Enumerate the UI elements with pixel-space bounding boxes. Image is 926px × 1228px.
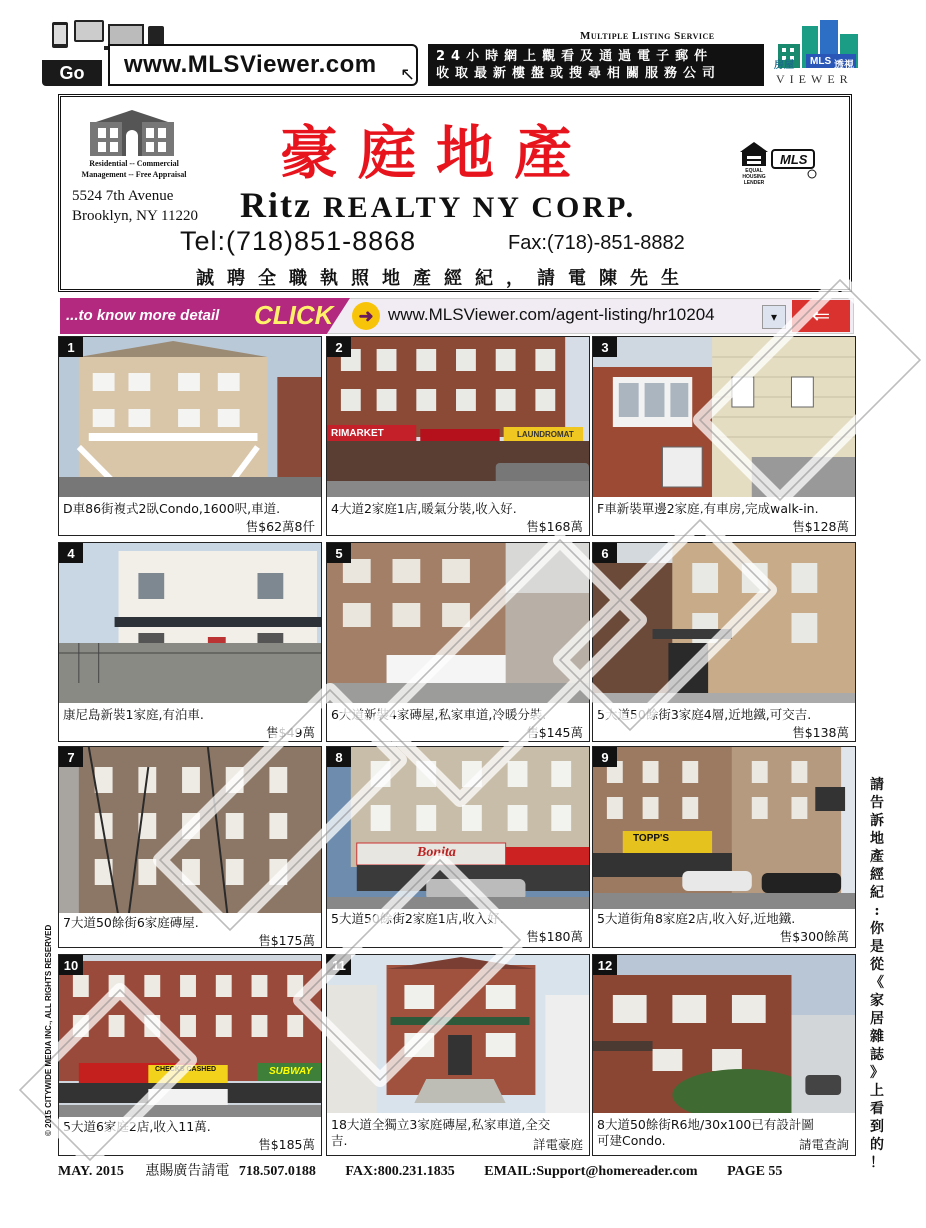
listing-card[interactable] <box>58 542 322 742</box>
copyright-notice <box>40 924 56 1140</box>
issue-date: MAY. 2015 <box>58 1164 124 1179</box>
side-char: ！ <box>870 1155 884 1171</box>
side-char: 經 <box>870 867 884 883</box>
listing-photo-4 <box>59 543 321 703</box>
sign-checks-cashed: CHECKS CASHED <box>155 1066 217 1073</box>
side-char: 地 <box>870 831 884 847</box>
sign-subway: SUBWAY <box>269 1066 313 1077</box>
listing-number: 6 <box>593 543 617 563</box>
listing-number: 7 <box>59 747 83 767</box>
listing-description: 4大道2家庭1店,暖氣分裝,收入好. <box>331 501 517 516</box>
arrow-right-icon[interactable]: ➜ <box>352 302 380 330</box>
back-arrow-icon[interactable]: ⇐ <box>792 300 850 332</box>
listing-number: 8 <box>327 747 351 767</box>
side-char: 請 <box>870 777 884 793</box>
listing-card[interactable] <box>326 336 590 536</box>
side-char: 訴 <box>870 813 884 829</box>
listing-description: 7大道50餘街6家庭磚屋. <box>63 915 199 930</box>
side-note <box>862 776 892 1172</box>
click-label[interactable]: CLICK <box>254 300 334 330</box>
listing-description: 8大道50餘街R6地/30x100已有設計圖 <box>597 1117 814 1132</box>
listing-description: 6大道新裝4家磚屋,私家車道,冷暖分裝. <box>331 707 547 722</box>
side-char: 你 <box>870 921 884 937</box>
listing-description: 5大道50餘街3家庭4層,近地鐵,可交吉. <box>597 707 812 722</box>
cursor-icon: ↖ <box>400 64 416 85</box>
listing-description-cont: 吉. <box>331 1133 348 1148</box>
listing-price: 售$175萬 <box>258 933 315 948</box>
listing-description: 18大道全獨立3家庭磚屋,私家車道,全交 <box>331 1117 551 1132</box>
address-line-1: 5524 7th Avenue <box>72 188 174 204</box>
listing-price: 售$128萬 <box>792 519 849 534</box>
listing-description: D車86街複式2臥Condo,1600呎,車道. <box>63 501 281 516</box>
copyright-text: © 2015 CITYWIDE MEDIA INC., ALL RIGHTS RESERVED <box>44 924 53 1136</box>
company-name-chinese: 豪庭地產 <box>280 119 593 187</box>
listing-description: 5大道50餘街2家庭1店,收入好. <box>331 911 504 926</box>
listing-number: 5 <box>327 543 351 563</box>
company-name-english <box>240 184 636 226</box>
listing-number: 9 <box>593 747 617 767</box>
listing-price: 售$168萬 <box>526 519 583 534</box>
listing-photo-2 <box>327 337 589 497</box>
listing-photo-6 <box>593 543 855 703</box>
side-char: 從 <box>870 957 884 973</box>
logo-viewer-text: VIEWER <box>776 72 853 86</box>
side-char: 誌 <box>870 1047 884 1063</box>
company-name-rest: REALTY NY CORP. <box>322 191 637 224</box>
listing-description: 5大道街角8家庭2店,收入好,近地鐵. <box>597 911 796 926</box>
listing-photo-8 <box>327 747 589 909</box>
listing-card[interactable] <box>58 336 322 536</box>
side-char: 是 <box>870 939 884 955</box>
listing-photo-1 <box>59 337 321 497</box>
listing-description: F車新裝單邊2家庭,有車房,完成walk-in. <box>597 501 819 516</box>
listing-number: 1 <box>59 337 83 357</box>
side-char: 上 <box>870 1083 884 1099</box>
agent-listing-url[interactable]: www.MLSViewer.com/agent-listing/hr10204 <box>388 305 715 324</box>
listing-description: 康尼島新裝1家庭,有泊車. <box>63 707 204 722</box>
sign-rimarket: RIMARKET <box>331 428 384 439</box>
address-line-2: Brooklyn, NY 11220 <box>72 208 198 224</box>
service-banner <box>428 44 764 86</box>
service-line-1: 24小時網上觀看及通過電子郵件 <box>436 49 714 64</box>
side-char: 到 <box>870 1119 884 1135</box>
mls-logo-text: MLS <box>780 152 808 167</box>
listing-card[interactable] <box>58 954 322 1156</box>
company-name-ritz: Ritz <box>240 185 312 225</box>
side-char: 看 <box>870 1101 884 1117</box>
logo-mls: MLS <box>810 56 832 67</box>
sign-topps: TOPP'S <box>633 833 670 844</box>
side-char: : <box>874 903 880 919</box>
listing-price: 售$62萬8仟 <box>245 519 315 534</box>
listing-photo-12 <box>593 955 855 1113</box>
listing-card[interactable] <box>326 542 590 742</box>
sign-laundromat: LAUNDROMAT <box>517 430 574 439</box>
listing-photo-5 <box>327 543 589 703</box>
building-logo-icon <box>76 108 188 158</box>
listing-photo-11 <box>327 955 589 1113</box>
listing-card[interactable] <box>592 746 856 948</box>
listing-price: 售$145萬 <box>526 725 583 740</box>
mls-title: Multiple Listing Service <box>580 30 715 42</box>
listing-description-cont: 可建Condo. <box>597 1133 666 1148</box>
listing-number: 2 <box>327 337 351 357</box>
listing-price: 售$180萬 <box>526 929 583 944</box>
listing-card[interactable] <box>592 336 856 536</box>
logo-cn2: 透視 <box>834 60 854 71</box>
listing-number: 4 <box>59 543 83 563</box>
listing-card[interactable] <box>592 542 856 742</box>
listing-price: 詳電豪庭 <box>532 1137 583 1152</box>
page-footer <box>58 1160 782 1180</box>
listing-price: 售$185萬 <box>258 1137 315 1152</box>
listing-number: 3 <box>593 337 617 357</box>
listing-description: 5大道6家庭2店,收入11萬. <box>63 1119 211 1134</box>
service-line-2: 收取最新樓盤或搜尋相關服務公司 <box>436 66 722 81</box>
listing-card[interactable] <box>592 954 856 1156</box>
listing-photo-3 <box>593 337 855 497</box>
ad-label: 惠賜廣告請電 <box>145 1163 230 1179</box>
side-char: 家 <box>870 993 884 1009</box>
side-char: 產 <box>870 849 884 865</box>
footer-fax: FAX:800.231.1835 <box>345 1164 455 1179</box>
footer-email[interactable]: EMAIL:Support@homereader.com <box>484 1164 698 1179</box>
listing-price: 售$300餘萬 <box>779 929 849 944</box>
listing-price: 請電查詢 <box>798 1137 849 1152</box>
ad-phone: 718.507.0188 <box>238 1164 316 1179</box>
fax-number: Fax:(718)-851-8882 <box>508 232 685 254</box>
chevron-down-icon[interactable]: ▾ <box>762 305 786 329</box>
page-number: PAGE 55 <box>727 1164 783 1179</box>
side-char: 紀 <box>870 885 884 901</box>
sign-bonita: Bonita <box>417 845 456 860</box>
site-url-link[interactable]: www.MLSViewer.com <box>108 44 418 86</box>
ad-tagline: Residential -- Commercial Management -- Free Appraisal <box>81 159 187 179</box>
listing-number: 11 <box>327 955 351 975</box>
ad-address <box>72 186 198 226</box>
listing-card[interactable] <box>326 954 590 1156</box>
hiring-notice: 誠聘全職執照地產經紀，請電陳先生 <box>196 268 692 289</box>
side-char: 《 <box>870 975 884 991</box>
phone-number: Tel:(718)851-8868 <box>180 226 417 256</box>
listing-number: 10 <box>59 955 83 975</box>
listing-price: 售$138萬 <box>792 725 849 740</box>
listing-photo-10 <box>59 955 321 1117</box>
logo-cn: 房屋 <box>774 60 794 71</box>
side-char: 》 <box>870 1065 884 1081</box>
listing-photo-9 <box>593 747 855 909</box>
listing-card[interactable] <box>58 746 322 948</box>
side-char: 雜 <box>870 1029 884 1045</box>
listing-price: 售$49萬 <box>266 725 315 740</box>
side-char: 的 <box>870 1137 884 1153</box>
side-char: 告 <box>870 795 884 811</box>
go-button[interactable]: Go <box>42 60 102 86</box>
side-char: 居 <box>870 1011 884 1027</box>
listing-number: 12 <box>593 955 617 975</box>
click-prefix: ...to know more detail <box>66 307 220 324</box>
listing-card[interactable] <box>326 746 590 948</box>
equal-housing-text: EQUAL HOUSING LENDER <box>742 168 766 186</box>
